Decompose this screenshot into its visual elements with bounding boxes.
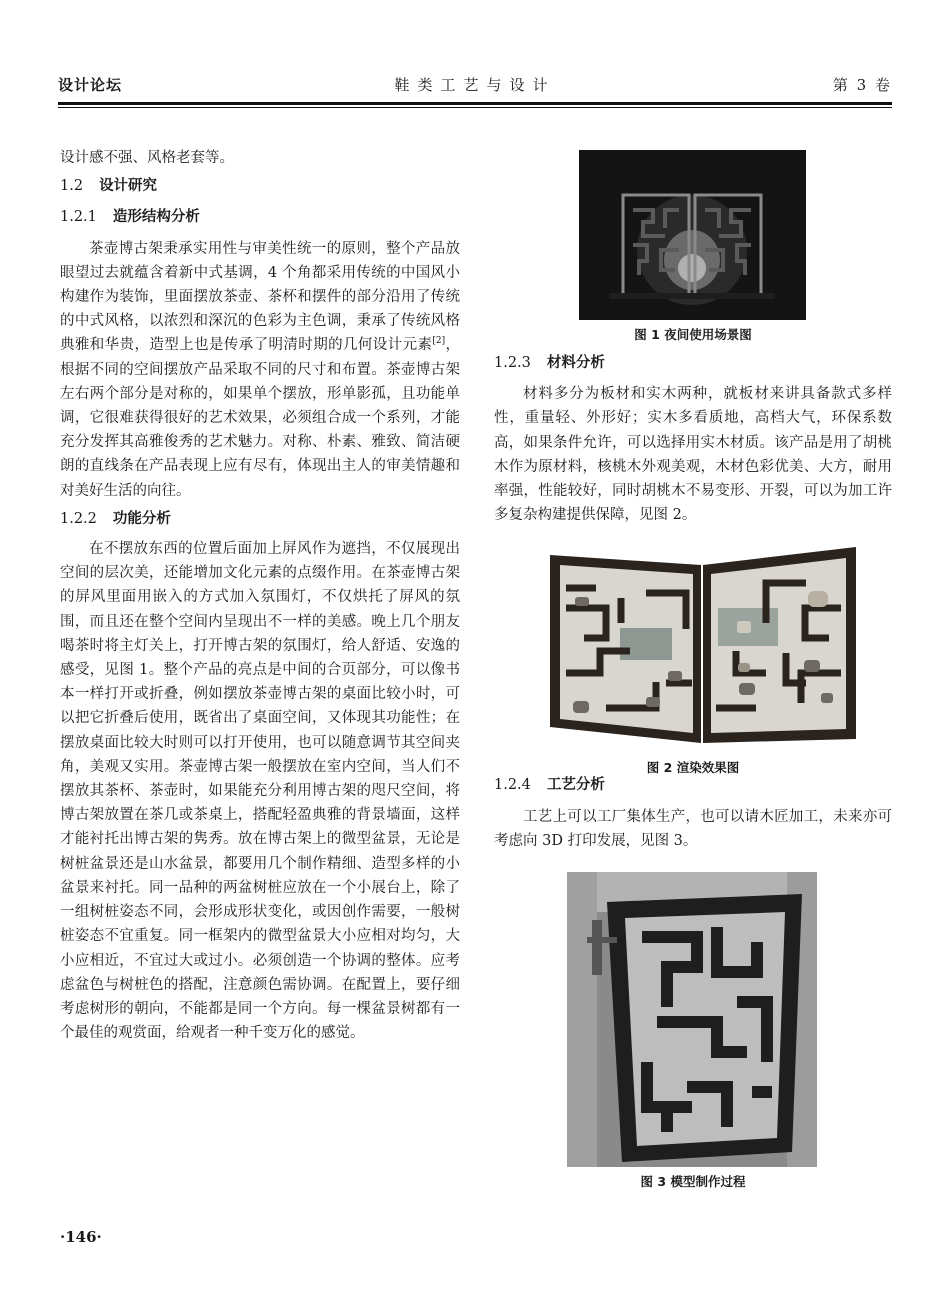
figure-2-rendering [546,543,859,748]
heading-1-2-4: 1.2.4 工艺分析 [494,777,605,794]
header-rule-thin [58,107,892,108]
journal-title: 鞋类工艺与设计 [394,76,556,94]
heading-1-2: 1.2 设计研究 [60,178,158,195]
heading-1-2-3: 1.2.3 材料分析 [494,355,605,371]
paragraph-continued: 设计感不强、风格老套等。 [60,150,234,166]
citation-ref: [2] [432,336,446,347]
figure-3-model-photo [567,872,817,1167]
journal-section: 设计论坛 [58,76,123,94]
figure-1-night-scene [579,150,806,320]
heading-1-2-1: 1.2.1 造形结构分析 [60,209,200,226]
volume-label: 第 3 卷 [832,76,892,94]
left-column [60,146,460,1045]
figure-2-caption: 图 2 渲染效果图 [646,760,740,775]
paragraph-structure: 茶壶博古架秉承实用性与审美性统一的原则，整个产品放眼望过去就蕴含着新中式基调，4 个角都采用传统的中国风小构建作为装饰，里面摆放茶壶、茶杯和摆件的部分沿用了传统的中式风格，以浓烈和深沉的色彩为主色调，秉承了传统风格典雅和华贵，造型上也是传承了明清时期的几何设计元素[2]，根据不同的空间摆放产品采取不同的尺寸和布置。茶壶博古架左右两个部分是对称的，如果单个摆放，形单影孤，且功能单调，它很难获得很好的艺术效果，必须组合成一个系列，才能充分发挥其高雅俊秀的艺术魅力。对称、朴素、雅致、简洁硬朗的直线条在产品表现上应有尽有，体现出主人的审美情趣和对美好生活的向往。 [60,240,461,499]
heading-1-2-2: 1.2.2 功能分析 [60,510,171,527]
paragraph-material: 材料多分为板材和实木两种，就板材来讲具备款式多样性，重量轻、外形好；实木多看质地，高档大气，环保系数高，如果条件允许，可以选择用实木材质。该产品是用了胡桃木作为原材料，核桃木外观美观，木材色彩优美、大方，耐用率强，性能较好，同时胡桃木不易变形、开裂，可以为加工许多复杂构建提供保障，见图 2。 [494,386,892,524]
figure-3-caption: 图 3 模型制作过程 [640,1174,746,1189]
paragraph-craft: 工艺上可以工厂集体生产，也可以请木匠加工，未来亦可考虑向 3D 打印发展，见图 3。 [494,808,892,849]
running-header [58,74,892,98]
figure-1-caption: 图 1 夜间使用场景图 [634,327,752,342]
header-rule-thick [58,102,892,105]
page-number: ·146· [60,1228,102,1246]
paragraph-function: 在不摆放东西的位置后面加上屏风作为遮挡，不仅展现出空间的层次美，还能增加文化元素的点缀作用。在茶壶博古架的屏风里面用嵌入的方式加入氛围灯，不仅烘托了屏风的氛围，而且还在整个空间内呈现出不一样的美感。晚上几个朋友喝茶时将主灯关上，打开博古架的氛围灯，给人舒适、安逸的感受，见图 1。整个产品的亮点是中间的合页部分，可以像书本一样打开或折叠，例如摆放茶壶博古架的桌面比较小时，可以把它折叠后使用，既省出了桌面空间，又体现其功能性；在摆放桌面比较大时则可以打开使用，也可以随意调节其空间夹角，美观又实用。茶壶博古架一般摆放在室内空间，当人们不摆放其茶杯、茶壶时，如果能充分利用博古架的咫尺空间，将博古架放置在茶几或茶桌上，搭配轻盈典雅的背景墙面，这样才能衬托出博古架的隽秀。放在博古架上的微型盆景，无论是树桩盆景还是山水盆景，都要用几个制作精细、造型多样的小盆景来衬托。同一品种的两盆树桩应放在一个小展台上，除了一组树桩姿态不同，会形成形状变化，或因创作需要，一般树桩姿态不宜重复。同一框架内的微型盆景大小应相对均匀，大小应相近，不宜过大或过小。必须创造一个协调的整体。应考虑盆色与树桩色的搭配，注意颜色需协调。在配置上，要仔细考虑树形的朝向，不能都是同一个方向。每一棵盆景树都有一个最佳的观赏面，给观者一种千变万化的感觉。 [60,541,460,1042]
